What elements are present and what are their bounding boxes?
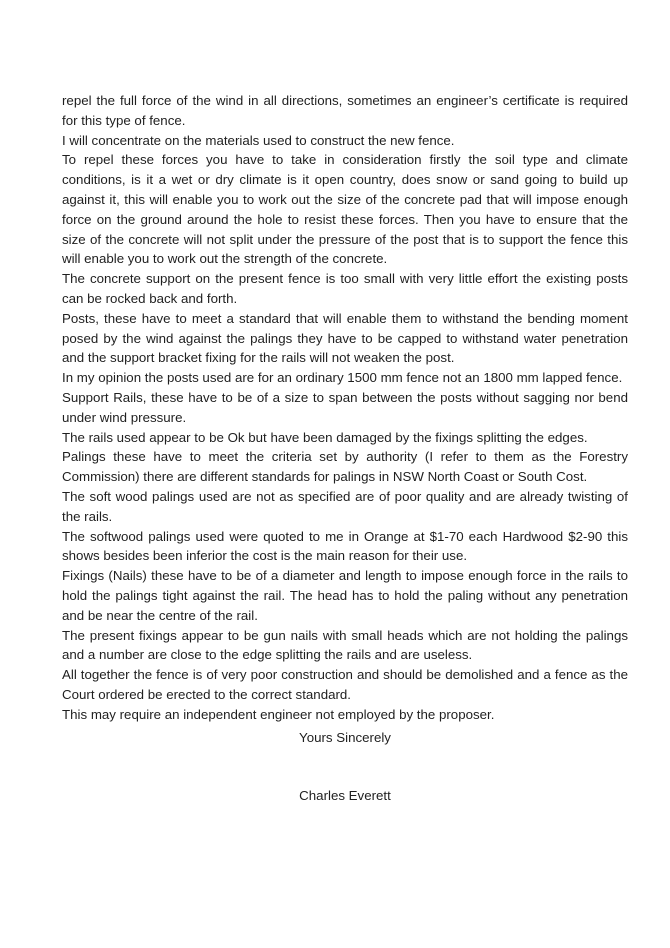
paragraph-materials: I will concentrate on the materials used to construct the new fence. (62, 132, 455, 148)
paragraph-paling-cost: The softwood palings used were quoted to me in Orange at $1-70 each Hardwood $2-90 this shows besides been inferior the cost is the main reason for their use. (62, 528, 628, 564)
paragraph-softwood-quality: The soft wood palings used are not as specified are of poor quality and are already twisting of the rails. (62, 488, 628, 524)
paragraph-rails-used: The rails used appear to be Ok but have been damaged by the fixings splitting the edges. (62, 429, 588, 445)
paragraph-conclusion: All together the fence is of very poor construction and should be demolished and a fence as the Court ordered be erected to the correct standard. (62, 667, 628, 702)
paragraph-wind-force: repel the full force of the wind in all directions, sometimes an engineer’s certificate is required for this type of fence. (62, 93, 628, 128)
paragraph-engineer: This may require an independent engineer not employed by the proposer. (62, 706, 495, 722)
letter-page (62, 91, 628, 803)
signature-name: Charles Everett (299, 788, 391, 803)
paragraph-posts-opinion: In my opinion the posts used are for an ordinary 1500 mm fence not an 1800 mm lapped fence. (62, 370, 623, 386)
closing-salutation: Yours Sincerely (299, 730, 391, 745)
paragraph-support-rails: Support Rails, these have to be of a size to span between the posts without sagging nor bend under wind pressure. (62, 389, 628, 425)
paragraph-posts: Posts, these have to meet a standard that will enable them to withstand the bending moment posed by the wind against the palings they have to be capped to withstand water penetration and the support bracket fixing for the rails will not weaken the post. (62, 310, 628, 366)
paragraph-palings-criteria: Palings these have to meet the criteria set by authority (I refer to them as the Forestry Commission) there are different standards for palings in NSW North Coast or South Cost. (62, 449, 628, 485)
paragraph-concrete-support: The concrete support on the present fence is too small with very little effort the existing posts can be rocked back and forth. (62, 271, 628, 306)
paragraph-soil-climate: To repel these forces you have to take in consideration firstly the soil type and climate conditions, is it a wet or dry climate is it open country, does snow or sand going to build up against it, this will enable you to work out the size of the concrete pad that will impose enough force on the ground around the hole to resist these forces. Then you have to ensure that the size of the concrete will not split under the pressure of the post that is to support the fence this will enable you to work out the strength of the concrete. (62, 152, 628, 267)
paragraph-present-fixings: The present fixings appear to be gun nails with small heads which are not holding the palings and a number are close to the edge splitting the rails and are useless. (62, 627, 628, 663)
paragraph-fixings: Fixings (Nails) these have to be of a diameter and length to impose enough force in the rails to hold the palings tight against the rail. The head has to hold the paling without any penetration and be near the centre of the rail. (62, 568, 628, 623)
